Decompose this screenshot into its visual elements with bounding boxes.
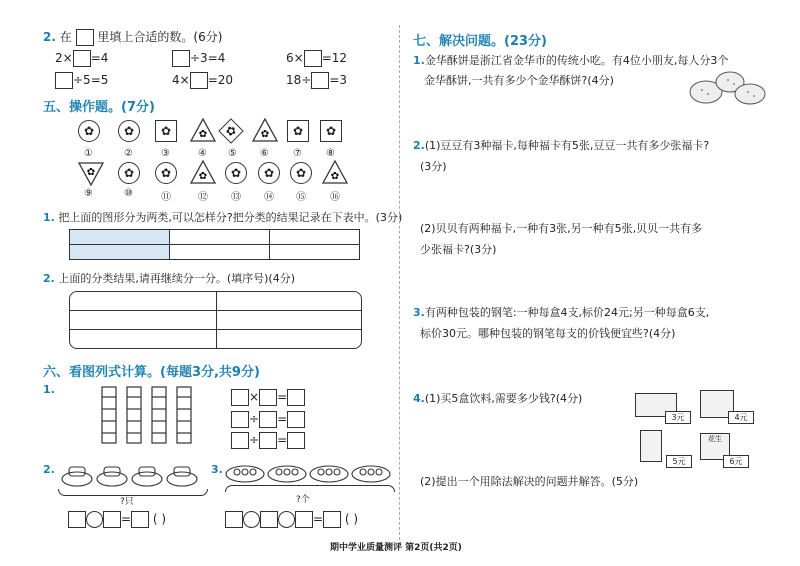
answer-box[interactable] [73, 50, 91, 67]
flower-icon: ✿ [290, 162, 312, 184]
q2-text-after: 里填上合适的数。(6分) [97, 30, 223, 44]
flower-icon: ✿ [287, 120, 309, 142]
shape-7 [287, 120, 309, 142]
shape-8 [320, 120, 342, 142]
answer-box[interactable] [103, 511, 121, 528]
flower-icon: ✿ [155, 162, 177, 184]
operator-circle[interactable] [243, 511, 260, 528]
eq-6 [286, 72, 347, 89]
table-cell[interactable] [170, 245, 270, 260]
column-divider [399, 25, 400, 545]
s7-q3-text1: 有两种包装的钢笔:一种每盒4支,标价24元;另一种每盒6支, [424, 306, 710, 319]
answer-box[interactable] [76, 29, 94, 46]
shape-15 [290, 162, 312, 184]
plates-icon [225, 462, 395, 484]
label-6: ⑥ [260, 148, 269, 159]
s6-eq-1 [231, 389, 305, 406]
eq-5 [172, 72, 233, 89]
price-tag-4: 6元 [723, 455, 749, 468]
flower-icon: ✿ [118, 120, 140, 142]
s6-q3-equation: = ( ) [225, 511, 358, 528]
s7-q4b-text: (2)提出一个用除法解决的问题并解答。(5分) [420, 475, 639, 488]
q2-prompt [43, 28, 222, 46]
shape-6 [252, 118, 278, 146]
shape-3 [155, 120, 177, 142]
classify-box[interactable] [69, 291, 362, 349]
operator-circle[interactable] [278, 511, 295, 528]
s7-q1-text2: 金华酥饼,一共有多少个金华酥饼?(4分) [424, 74, 614, 87]
answer-box[interactable] [295, 511, 313, 528]
answer-box[interactable] [55, 72, 73, 89]
price-tag-2: 4元 [728, 411, 754, 424]
label-13: ⑬ [231, 192, 241, 203]
eq-2 [172, 50, 225, 67]
s6-eq-2 [231, 411, 305, 428]
s7-q2b-text1: (2)贝贝有两种福卡,一种有3张,另一种有5张,贝贝一共有多 [420, 222, 703, 235]
table-cell[interactable] [70, 230, 170, 245]
flower-icon: ✿ [218, 118, 243, 143]
shape-11 [155, 162, 177, 184]
table-cell[interactable] [270, 245, 360, 260]
answer-box[interactable] [231, 411, 249, 428]
unit-paren: ( ) [344, 512, 359, 526]
shape-2 [118, 120, 140, 142]
svg-text:✿: ✿ [260, 129, 270, 140]
answer-box[interactable] [311, 72, 329, 89]
flower-icon: ✿ [155, 120, 177, 142]
flower-icon: ✿ [118, 162, 140, 184]
shape-14 [258, 162, 280, 184]
answer-box[interactable] [287, 432, 305, 449]
eq-1-right: =4 [90, 51, 109, 65]
s7-q2b-text2: 少张福卡?(3分) [420, 243, 497, 256]
page-footer: 期中学业质量测评 第2页(共2页) [330, 543, 462, 553]
answer-box[interactable] [323, 511, 341, 528]
s7-q1-line1 [413, 52, 728, 68]
s7-q1-number: 1. [413, 54, 425, 67]
answer-box[interactable] [68, 511, 86, 528]
s5-q2-text: 上面的分类结果,请再继续分一分。(填序号)(4分) [58, 272, 296, 285]
operator-circle[interactable] [86, 511, 103, 528]
brace [225, 485, 395, 492]
answer-box[interactable] [172, 50, 190, 67]
svg-text:✿: ✿ [86, 167, 96, 178]
flower-icon: ✿ [320, 120, 342, 142]
svg-text:✿: ✿ [198, 129, 208, 140]
label-3: ③ [161, 148, 170, 159]
s7-q3-text2: 标价30元。哪种包装的钢笔每支的价钱便宜些?(4分) [420, 327, 676, 340]
label-9: ⑨ [84, 188, 93, 199]
op-divide: ÷ [249, 433, 260, 447]
answer-box[interactable] [259, 411, 277, 428]
label-7: ⑦ [293, 148, 302, 159]
eq-6-left: 18÷ [286, 73, 312, 87]
triangle-icon [190, 118, 216, 142]
classify-table [69, 229, 360, 260]
label-10: ⑩ [124, 188, 133, 199]
divider-line [70, 329, 361, 330]
op-divide: ÷ [249, 412, 260, 426]
milk-carton [640, 430, 662, 462]
section-5-title: 五、操作题。(7分) [43, 100, 155, 115]
answer-box[interactable] [260, 511, 278, 528]
s7-q4-number: 4. [413, 392, 425, 405]
divider-line [216, 292, 217, 348]
triangle-icon [190, 160, 216, 184]
table-row [70, 245, 360, 260]
answer-box[interactable] [225, 511, 243, 528]
table-cell[interactable] [170, 230, 270, 245]
label-12: ⑫ [198, 192, 208, 203]
shape-1 [78, 120, 100, 142]
s7-q4a [413, 390, 582, 406]
eq-6-right: =3 [329, 73, 348, 87]
chairs-icon [100, 385, 195, 447]
brand-label: 花生 [708, 435, 722, 443]
divider-line [70, 310, 361, 311]
section-6-title: 六、看图列式计算。(每题3分,共9分) [43, 365, 260, 380]
s7-q1-text1: 金华酥饼是浙江省金华市的传统小吃。有4位小朋友,每人分3个 [424, 54, 729, 67]
chairs-picture [100, 385, 195, 451]
triangle-icon [78, 162, 104, 186]
answer-box[interactable] [259, 432, 277, 449]
pastry-picture [688, 70, 768, 110]
shape-4 [190, 118, 216, 146]
op-equals: = [277, 433, 288, 447]
triangle-icon [322, 160, 348, 184]
shape-5 [222, 122, 240, 140]
s7-q3-number: 3. [413, 306, 425, 319]
label-14: ⑭ [264, 192, 274, 203]
label-5: ⑤ [228, 148, 237, 159]
s6-q3-number: 3. [211, 463, 223, 476]
flower-icon: ✿ [78, 120, 100, 142]
shape-16 [322, 160, 348, 188]
shape-13 [225, 162, 247, 184]
q2-text-before: 在 [59, 30, 72, 44]
label-15: ⑮ [296, 192, 306, 203]
eq-5-right: =20 [207, 73, 234, 87]
eq-3 [286, 50, 347, 67]
answer-box[interactable] [131, 511, 149, 528]
triangle-icon [252, 118, 278, 142]
eq-4-text: ÷5=5 [73, 73, 109, 87]
s6-eq-3 [231, 432, 305, 449]
flower-icon: ✿ [225, 162, 247, 184]
q2-number: 2. [43, 30, 56, 44]
unit-paren: ( ) [152, 512, 167, 526]
pastry-icon [688, 70, 768, 106]
s5-q1 [43, 209, 402, 225]
eq-3-right: =12 [321, 51, 348, 65]
s5-q2-number: 2. [43, 272, 55, 285]
s7-q2-number: 2. [413, 139, 425, 152]
answer-box[interactable] [190, 72, 208, 89]
label-16: ⑯ [330, 192, 340, 203]
s6-q2-number: 2. [43, 463, 55, 476]
answer-box[interactable] [287, 411, 305, 428]
eq-4 [55, 72, 108, 89]
table-cell[interactable] [70, 245, 170, 260]
s5-q2 [43, 270, 295, 286]
op-equals: = [277, 412, 288, 426]
shape-9 [78, 162, 104, 190]
label-1: ① [84, 148, 93, 159]
table-row [70, 230, 360, 245]
price-tag-3: 5元 [666, 455, 692, 468]
shape-12 [190, 160, 216, 188]
s6-q2-equation: = ( ) [68, 511, 166, 528]
s7-q2a-line1 [413, 137, 709, 153]
eq-2-text: ÷3=4 [190, 51, 226, 65]
section-7-title: 七、解决问题。(23分) [413, 34, 547, 49]
s6-q1-number: 1. [43, 383, 55, 396]
label-8: ⑧ [326, 148, 335, 159]
label-11: ⑪ [161, 192, 171, 203]
answer-box[interactable] [304, 50, 322, 67]
s6-q2-label: ?只 [120, 497, 134, 507]
s6-q3-label: ?个 [296, 495, 310, 505]
op-multiply: × [249, 390, 260, 404]
flower-icon: ✿ [258, 162, 280, 184]
answer-box[interactable] [259, 389, 277, 406]
shape-10 [118, 162, 140, 184]
s5-q1-number: 1. [43, 211, 55, 224]
s7-q2a-text1: (1)豆豆有3种福卡,每种福卡有5张,豆豆一共有多少张福卡? [424, 139, 710, 152]
svg-text:✿: ✿ [198, 171, 208, 182]
eq-1-left: 2× [55, 51, 73, 65]
table-cell[interactable] [270, 230, 360, 245]
answer-box[interactable] [231, 389, 249, 406]
answer-box[interactable] [287, 389, 305, 406]
op-equals: = [277, 390, 288, 404]
eq-5-left: 4× [172, 73, 190, 87]
s7-q4a-text: (1)买5盒饮料,需要多少钱?(4分) [424, 392, 583, 405]
eq-1 [55, 50, 108, 67]
s7-q3-line1 [413, 304, 709, 320]
answer-box[interactable] [231, 432, 249, 449]
s5-q1-text: 把上面的图形分为两类,可以怎样分?把分类的结果记录在下表中。(3分) [58, 211, 403, 224]
s7-q2a-text2: (3分) [420, 160, 447, 173]
svg-text:✿: ✿ [330, 171, 340, 182]
eq-3-left: 6× [286, 51, 304, 65]
price-tag-1: 3元 [665, 411, 691, 424]
label-2: ② [124, 148, 133, 159]
frogs-icon [60, 462, 210, 490]
label-4: ④ [198, 148, 207, 159]
